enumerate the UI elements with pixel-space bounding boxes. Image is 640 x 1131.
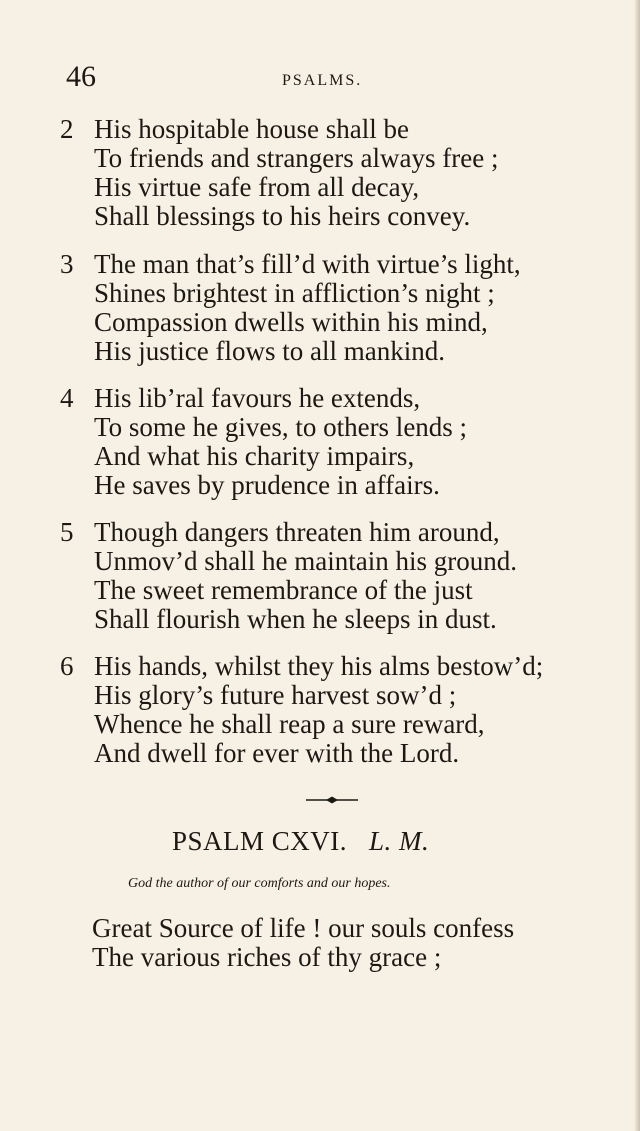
verse-line: The sweet remembrance of the just xyxy=(94,575,473,605)
stanza-lines xyxy=(94,115,624,231)
verse-line: His lib’ral favours he extends, xyxy=(94,383,421,413)
verse-line: His hospitable house shall be xyxy=(94,114,409,144)
verse-line: Shall flourish when he sleeps in dust. xyxy=(94,604,497,634)
verse-line: And dwell for ever with the Lord. xyxy=(94,738,460,768)
stanza-lines xyxy=(94,518,624,634)
stanza-number: 2 xyxy=(60,114,74,144)
verse-line: Whence he shall reap a sure reward, xyxy=(94,709,485,739)
verse-line: And what his charity impairs, xyxy=(94,441,415,471)
verse-line: Compassion dwells within his mind, xyxy=(94,307,488,337)
psalm-verse xyxy=(92,914,612,972)
verse-line: Though dangers threaten him around, xyxy=(94,517,500,547)
verse-line: He saves by prudence in affairs. xyxy=(94,470,440,500)
verse-line: The various riches of thy grace ; xyxy=(92,942,442,972)
psalm-number: PSALM CXVI. xyxy=(172,826,348,856)
verse-line: His hands, whilst they his alms bestow’d; xyxy=(94,651,544,681)
stanza-number: 4 xyxy=(60,383,74,413)
page-edge xyxy=(634,0,640,1131)
stanza-number: 3 xyxy=(60,249,74,279)
verse-line: His justice flows to all mankind. xyxy=(94,336,445,366)
page-header xyxy=(66,60,586,96)
stanza-lines xyxy=(94,652,624,768)
stanza-number: 6 xyxy=(60,651,74,681)
psalm-subtitle: God the author of our comforts and our hopes. xyxy=(128,876,391,891)
page-number: 46 xyxy=(66,60,96,93)
psalm-title xyxy=(172,826,429,857)
stanza-lines xyxy=(94,250,624,366)
verse-line: His glory’s future harvest sow’d ; xyxy=(94,680,457,710)
ornamental-rule-icon xyxy=(304,793,360,807)
verse-line: Shall blessings to his heirs convey. xyxy=(94,201,471,231)
verse-line: To friends and strangers always free ; xyxy=(94,143,499,173)
verse-line: Unmov’d shall he maintain his ground. xyxy=(94,546,517,576)
verse-line: The man that’s fill’d with virtue’s light, xyxy=(94,249,521,279)
verse-line: To some he gives, to others lends ; xyxy=(94,412,468,442)
verse-line: His virtue safe from all decay, xyxy=(94,172,420,202)
stanza-lines xyxy=(94,384,624,500)
verse-line: Great Source of life ! our souls confess xyxy=(92,913,515,943)
stanza-number: 5 xyxy=(60,517,74,547)
verse-line: Shines brightest in affliction’s night ; xyxy=(94,278,495,308)
running-head: PSALMS. xyxy=(282,72,363,89)
psalm-meter: L. M. xyxy=(369,826,430,856)
